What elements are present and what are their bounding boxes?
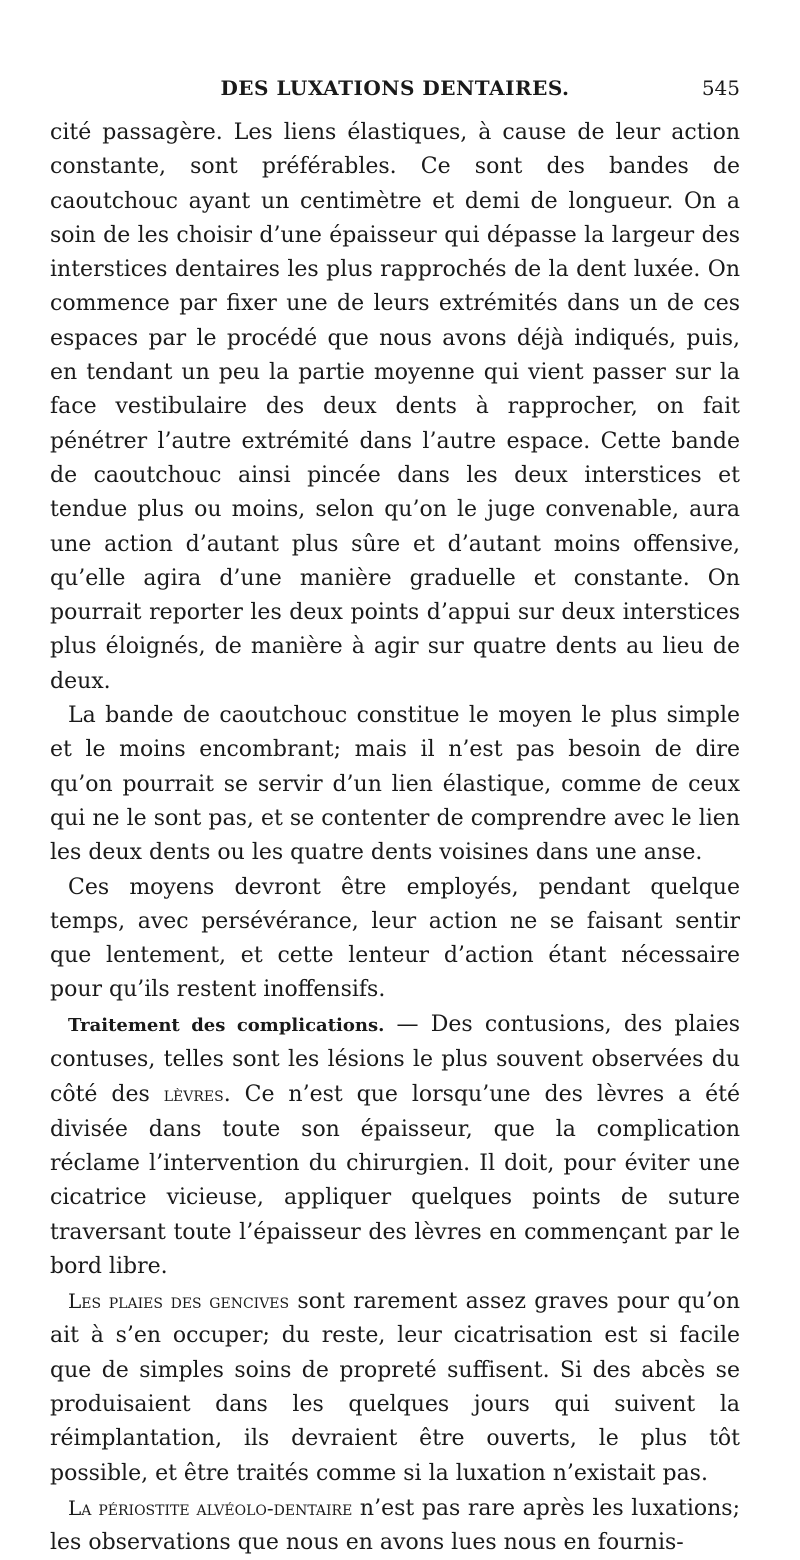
paragraph-gums: [50, 1284, 740, 1491]
paragraph-periostitis: [50, 1491, 740, 1560]
runin-heading: Traitement des complications.: [68, 1014, 385, 1036]
paragraph-text: n’est pas rare après les luxations; les observations que nous en avons lues nous en fournis-: [50, 1495, 740, 1556]
small-caps-term: lèvres: [163, 1082, 224, 1107]
paragraph-continuation: cité passagère. Les liens élastiques, à cause de leur action constante, sont préférables. Ce sont des bandes de caoutchouc ayant un centimètre et demi de longueur. On a soin de les choisir d’une épaisseur qui dépasse la largeur des interstices dentaires les plus rapprochés de la dent luxée. On commence par fixer une de leurs extrémités dans un de ces espaces par le procédé que nous avons déjà indiqués, puis, en tendant un peu la partie moyenne qui vient passer sur la face vestibulaire des deux dents à rapprocher, on fait pénétrer l’autre extrémité dans l’autre espace. Cette bande de caoutchouc ainsi pincée dans les deux interstices et tendue plus ou moins, selon qu’on le juge convenable, aura une action d’autant plus sûre et d’autant moins offensive, qu’elle agira d’une manière graduelle et constante. On pourrait reporter les deux points d’appui sur deux interstices plus éloignés, de manière à agir sur quatre dents au lieu de deux.: [50, 120, 740, 694]
running-title: DES LUXATIONS DENTAIRES.: [220, 76, 570, 100]
paragraph-text: . Ce n’est que lorsqu’une des lèvres a été divisée dans toute son épaisseur, que la complication réclame l’intervention du chirurgien. Il doit, pour éviter une cicatrice vicieuse, appliquer quelques points de suture traversant toute l’épaisseur des lèvres en commençant par le bord libre.: [50, 1082, 741, 1279]
paragraph-rubber-band: La bande de caoutchouc constitue le moyen le plus simple et le moins encombrant; mais il n’est pas besoin de dire qu’on pourrait se servir d’un lien élastique, comme de ceux qui ne le sont pas, et se contenter de comprendre avec le lien les deux dents ou les quatre dents voisines dans une anse.: [50, 703, 740, 866]
page-body: [50, 116, 740, 1560]
paragraph-means: Ces moyens devront être employés, pendant quelque temps, avec persévérance, leur action ne se faisant sentir que lentement, et cette lenteur d’action étant nécessaire pour qu’ils restent inoffensifs.: [50, 874, 740, 1003]
small-caps-term: Les plaies des gencives: [68, 1289, 290, 1314]
paragraph-complications: [50, 1008, 740, 1284]
paragraph-text: — Des contusions, des plaies contuses, telles sont les lésions le plus souvent observées du côté des: [50, 1011, 741, 1108]
running-header: [50, 76, 740, 110]
paragraph-text: sont rarement assez graves pour qu’on ait à s’en occuper; du reste, leur cicatrisation est si facile que de simples soins de propreté suffisent. Si des abcès se produisaient dans les quelques jours qui suivent la réimplantation, ils devraient être ouverts, le plus tôt possible, et être traités comme si la luxation n’existait pas.: [50, 1289, 740, 1486]
page-number: 545: [701, 76, 740, 100]
small-caps-term: La périostite alvéolo-dentaire: [68, 1495, 353, 1520]
